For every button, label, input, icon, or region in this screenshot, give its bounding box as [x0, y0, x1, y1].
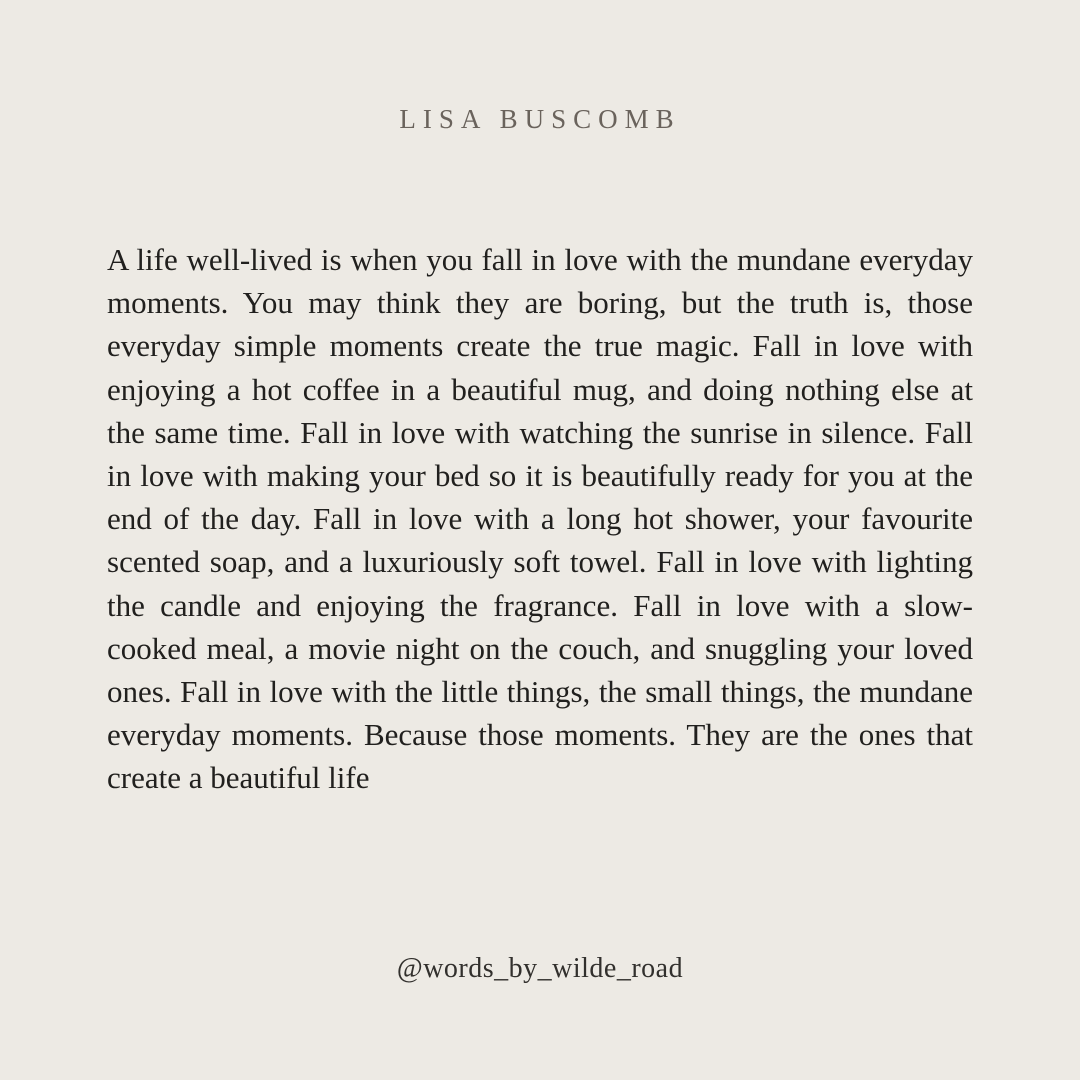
quote-text: A life well-lived is when you fall in love with the mundane everyday moments. You may think they are boring, but the truth is, those everyday simple moments create the true magic. Fall in love with enjoying a hot coffee in a beautiful mug, and doing nothing else at the same time. Fall in love with watching the sunrise in silence. Fall in love with making your bed so it is beautifully ready for you at the end of the day. Fall in love with a long hot shower, your favourite scented soap, and a luxuriously soft towel. Fall in love with lighting the candle and enjoying the fragrance. Fall in love with a slow-cooked meal, a movie night on the couch, and snuggling your loved ones. Fall in love with the little things, the small things, the mundane everyday moments. Because those moments. They are the ones that create a beautiful life [107, 242, 973, 796]
credit-handle: @words_by_wilde_road [396, 953, 684, 984]
author-title: LISA BUSCOMB [399, 104, 681, 134]
